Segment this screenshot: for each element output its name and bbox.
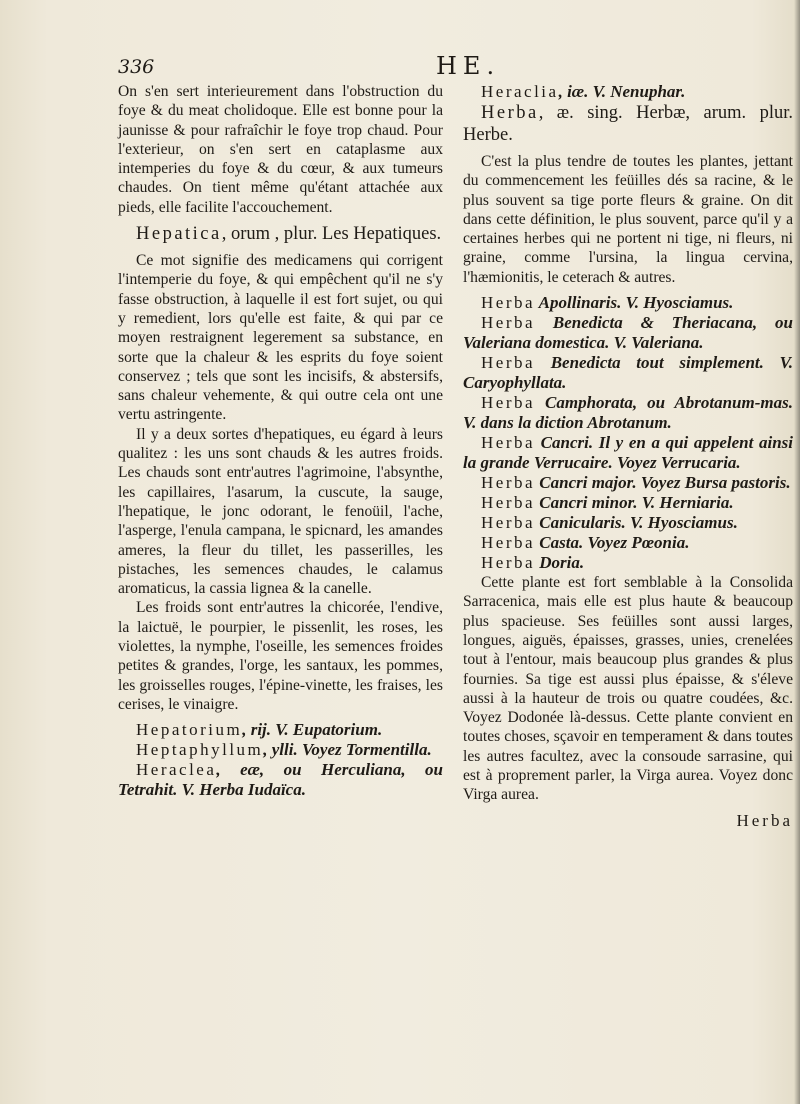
- entry-rest: , æ. sing. Herbæ, arum. plur. Herbe.: [463, 103, 793, 145]
- entry-head: Heraclia: [481, 82, 559, 101]
- entry-head: Herba: [481, 393, 536, 413]
- paragraph: Les froids sont entr'autres la chicorée, l'endive, la laictuë, le pourpier, le pissenlit, les roses, les violettes, la nymphe, l'oseille, les semences froides petites & grandes, l'orge, les santaux, les pommes, les groisselles rouges, l'épine-vinette, les fraises, les cerises, le vinaigre.: [118, 599, 443, 713]
- entry-heptaphyllum: [118, 740, 443, 760]
- entry-rest: Camphorata, ou Abrotanum-mas. V. dans la diction Abrotanum.: [463, 393, 793, 433]
- paragraph: Cette plante est fort semblable à la Consolida Sarracenica, mais elle est plus haute & beaucoup plus spacieuse. Ses feüilles sont aussi larges, longues, aiguës, épaisses, grasses, unies, crenelées tout à l'entour, mais beaucoup plus grandes & plus fournies. Sa tige est aussi plus épaisse, & s'éleve aussi à la hauteur de trois ou quatre coudées, &c. Voyez Dodonée là-dessus. Cette plante convient en toutes choses, sçavoir en temperament & dans toutes les autres facultez, avec la consoude sarrasine, qui est à proprement parler, la Virga aurea. Voyez donc Virga aurea.: [463, 574, 793, 804]
- entry-herba: [463, 102, 793, 146]
- entry-herba-benedicta-simple: [463, 353, 793, 393]
- page-header: [118, 52, 678, 82]
- entry-head: Herba: [481, 313, 536, 333]
- entry-head: Herba: [481, 353, 536, 373]
- page-number: 336: [118, 56, 155, 78]
- entry-herba-benedicta: [463, 313, 793, 353]
- entry-rest: Casta. Voyez Pœonia.: [535, 533, 690, 553]
- entry-rest: Doria.: [535, 553, 585, 573]
- entry-head: Heptaphyllum: [136, 740, 264, 760]
- entry-head: Herba: [481, 473, 536, 493]
- paragraph: On s'en sert interieurement dans l'obstruction du foye & du meat cholidoque. Elle est bonne pour la jaunisse & pour rafraîchir le foye trop chaud. Pour l'exterieur, on s'en sert en cataplasme aux intemperies du foye & du cœur, & aux tumeurs chaudes. On tient même qu'étant attachée aux pieds, elle facilite l'accouchement.: [118, 83, 443, 216]
- entry-rest: Canicularis. V. Hyosciamus.: [535, 513, 738, 533]
- left-column: [118, 82, 443, 800]
- paragraph: Il y a deux sortes d'hepatiques, eu égard à leurs qualitez : les uns sont chauds & les autres froids. Les chauds sont entr'autres l'agrimoine, l'absynthe, les capillaires, l'asarum, la cuscute, la sauge, l'hepatique, le jonc odorant, le fenoüil, l'ache, l'asperge, l'enula campana, le spicnard, les amandes ameres, la fleur du tillet, les passerilles, les pistaches, les semences chaudes, le calamus aromaticus, la cassia lignea & la canelle.: [118, 425, 443, 598]
- entry-herba-apollinaris: [463, 293, 793, 313]
- entry-head: Herba: [481, 103, 539, 123]
- entry-heraclia: [463, 82, 793, 102]
- entry-head: Herba: [481, 433, 536, 453]
- running-head: HE.: [436, 52, 501, 80]
- entry-head: Heraclea: [136, 760, 217, 780]
- entry-rest: Cancri major. Voyez Bursa pastoris.: [535, 473, 791, 493]
- paragraph: C'est la plus tendre de toutes les plantes, jettant du commencement les feüilles dés sa racine, & le plus souvent sa tige porte fleurs & graine. On dit dans cette définition, le plus souvent, parce qu'il y a certaines herbes qui ne portent ni tige, ni fleurs, ni graine, comme l'ursina, la lingua cervina, l'hæmionitis, le ceterach & autres.: [463, 153, 793, 286]
- entry-head: Herba: [481, 533, 536, 553]
- entry-rest: Benedicta tout simplement. V. Caryophyllata.: [463, 353, 793, 393]
- entry-rest: Benedicta & Theriacana, ou Valeriana domestica. V. Valeriana.: [463, 313, 793, 353]
- entry-herba-cancri-major: [463, 473, 793, 493]
- entry-hepatica: [118, 223, 443, 245]
- entry-rest: , ylli. Voyez Tormentilla.: [263, 740, 432, 760]
- entry-herba-cancri: [463, 433, 793, 473]
- entry-rest: , eæ, ou Herculiana, ou Tetrahit. V. Herba Iudaïca.: [118, 760, 443, 800]
- entry-rest: , iæ. V. Nenuphar.: [558, 82, 686, 101]
- entry-rest: , rij. V. Eupatorium.: [242, 720, 383, 740]
- right-column: [463, 82, 793, 830]
- entry-herba-camphorata: [463, 393, 793, 433]
- entry-head: Herba: [481, 293, 536, 313]
- entry-herba-doria: [463, 553, 793, 573]
- entry-forms: , orum , plur. Les Hepatiques.: [221, 224, 442, 245]
- entry-herba-canicularis: [463, 513, 793, 533]
- entry-head: Herba: [481, 553, 536, 573]
- entry-rest: Cancri. Il y en a qui appelent ainsi la grande Verrucaire. Voyez Verrucaria.: [463, 433, 793, 473]
- paragraph: Ce mot signifie des medicamens qui corrigent l'intemperie du foye, & qui empêchent qu'il ne s'y fasse obstruction, à laquelle il est fort sujet, ou qui y remedient, lors qu'elle est faite, & qui par ce moyen restraignent legerement sa substance, en sorte que la chaleur & les esprits du foye soient conservez ; tels que sont les incisifs, & abstersifs, sans chaleur vehemente, & qui outre cela ont une vertu astringente.: [118, 252, 443, 424]
- entry-rest: Apollinaris. V. Hyosciamus.: [535, 293, 734, 313]
- entry-rest: Cancri minor. V. Herniaria.: [535, 493, 734, 513]
- entry-head: Herba: [481, 493, 536, 513]
- entry-head: Herba: [481, 513, 536, 533]
- catchword: Herba: [736, 810, 793, 830]
- entry-hepatorium: [118, 720, 443, 740]
- entry-head: Hepatorium: [136, 720, 243, 740]
- entry-heraclea: [118, 760, 443, 800]
- entry-herba-casta: [463, 533, 793, 553]
- entry-head: Hepatica: [136, 224, 222, 245]
- entry-herba-cancri-minor: [463, 493, 793, 513]
